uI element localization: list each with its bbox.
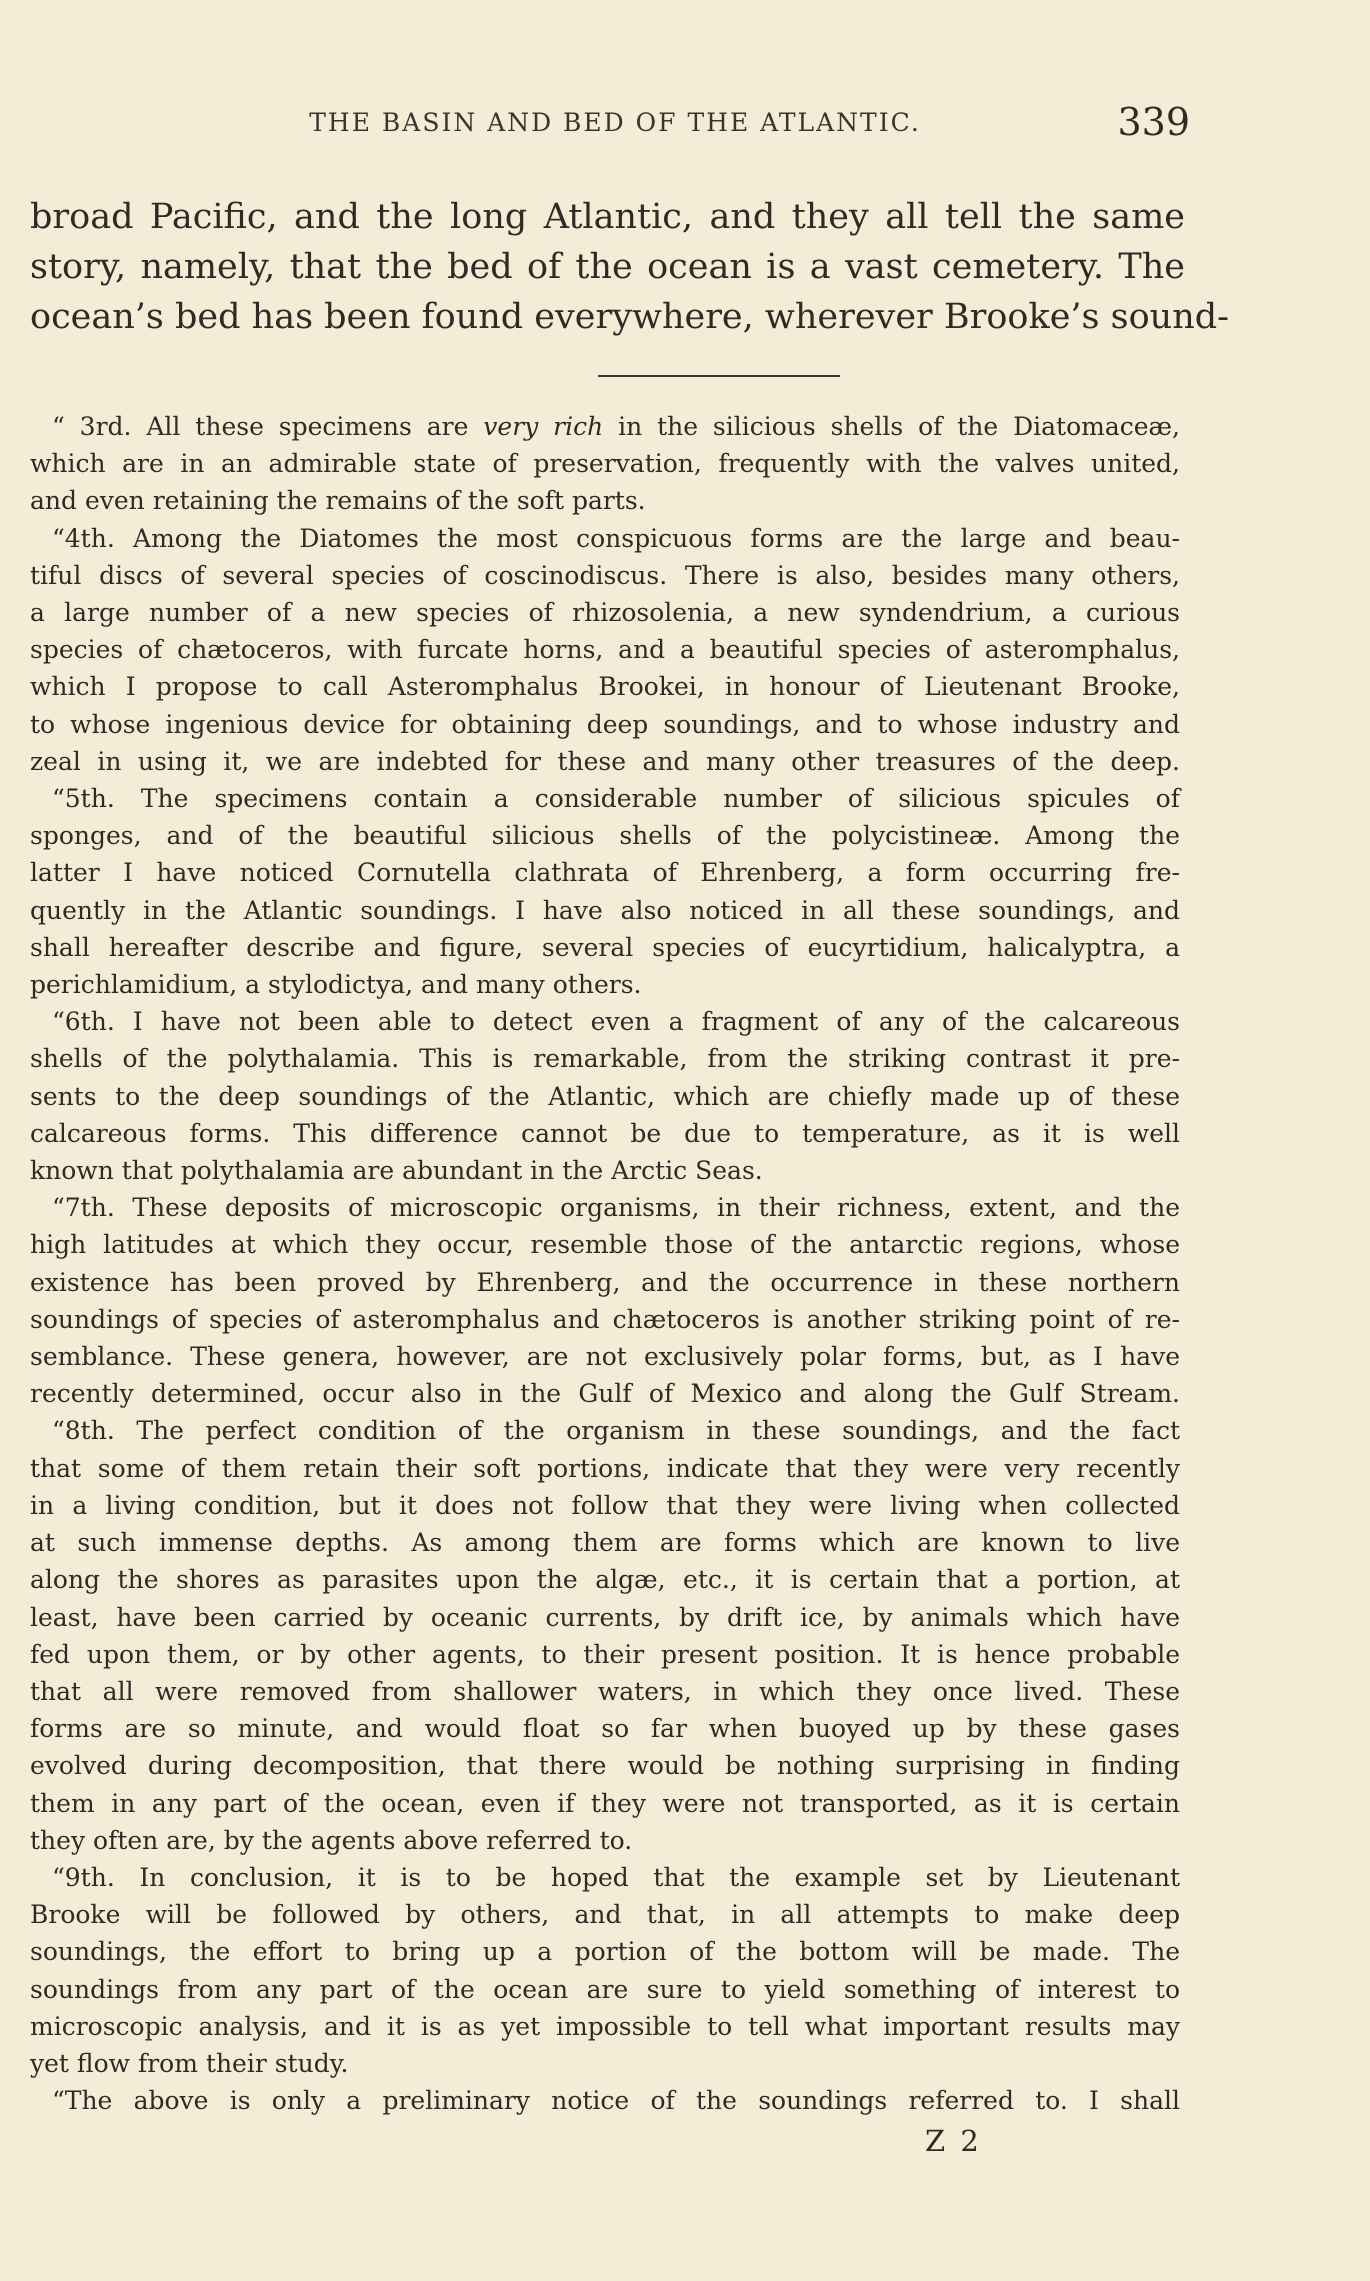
footnote-line: fed upon them, or by other agents, to their present position. It is hence probable xyxy=(30,1639,1180,1669)
footnote-line: “7th. These deposits of microscopic organisms, in their richness, extent, and the xyxy=(52,1193,1180,1223)
footnote-line: shall hereafter describe and figure, several species of eucyrtidium, halicalyptra, a xyxy=(30,932,1180,962)
footnote-line: latter I have noticed Cornutella clathrata of Ehrenberg, a form occurring fre- xyxy=(30,858,1180,888)
footnote-line: yet flow from their study. xyxy=(30,2048,349,2078)
footnote-line: zeal in using it, we are indebted for these and many other treasures of the deep. xyxy=(30,746,1180,776)
footnote-line: quently in the Atlantic soundings. I have also noticed in all these soundings, and xyxy=(30,895,1180,925)
footnote-line: shells of the polythalamia. This is remarkable, from the striking contrast it pre- xyxy=(30,1044,1180,1074)
footnote-line: perichlamidium, a stylodictya, and many others. xyxy=(30,970,642,1000)
footnote-line: existence has been proved by Ehrenberg, and the occurrence in these northern xyxy=(30,1267,1180,1297)
footnote-line: to whose ingenious device for obtaining deep soundings, and to whose industry and xyxy=(30,709,1180,739)
footnote-line: that some of them retain their soft portions, indicate that they were very recently xyxy=(30,1453,1180,1483)
footnote-line: microscopic analysis, and it is as yet impossible to tell what important results may xyxy=(30,2011,1180,2041)
running-title: THE BASIN AND BED OF THE ATLANTIC. xyxy=(309,108,921,137)
footnote-line: forms are so minute, and would float so far when buoyed up by these gases xyxy=(30,1714,1180,1744)
footnote-line: them in any part of the ocean, even if they were not transported, as it is certain xyxy=(30,1788,1180,1818)
footnote-line: recently determined, occur also in the Gulf of Mexico and along the Gulf Stream. xyxy=(30,1379,1180,1409)
footnote-line: soundings, the effort to bring up a portion of the bottom will be made. The xyxy=(30,1937,1180,1967)
footnote-line: “8th. The perfect condition of the organism in these soundings, and the fact xyxy=(52,1416,1180,1446)
body-line: broad Pacific, and the long Atlantic, and they all tell the same xyxy=(30,197,1185,237)
footnote-line: “6th. I have not been able to detect even a fragment of any of the calcareous xyxy=(52,1007,1180,1037)
footnote-line: along the shores as parasites upon the algæ, etc., it is certain that a portion, at xyxy=(30,1565,1180,1595)
footnote-line: which I propose to call Asteromphalus Brookei, in honour of Lieutenant Brooke, xyxy=(30,672,1180,702)
footnote-line: species of chætoceros, with furcate horns, and a beautiful species of asteromphalus, xyxy=(30,635,1180,665)
footnote-line: which are in an admirable state of preservation, frequently with the valves united, xyxy=(30,449,1180,479)
footnote-line: Brooke will be followed by others, and that, in all attempts to make deep xyxy=(30,1900,1180,1930)
footnote xyxy=(30,408,1180,2119)
footnote-line: high latitudes at which they occur, resemble those of the antarctic regions, whose xyxy=(30,1230,1180,1260)
body-line: ocean’s bed has been found everywhere, wherever Brooke’s sound- xyxy=(30,297,1229,337)
footnote-line: least, have been carried by oceanic currents, by drift ice, by animals which have xyxy=(30,1602,1180,1632)
emphasis-text: very rich xyxy=(483,412,604,441)
footnote-line: they often are, by the agents above referred to. xyxy=(30,1825,633,1855)
page-number: 339 xyxy=(1117,100,1190,144)
footnote-text: “ 3rd. All these specimens are xyxy=(52,412,484,441)
footnote-divider xyxy=(598,375,840,377)
footnote-line: evolved during decomposition, that there would be nothing surprising in finding xyxy=(30,1751,1180,1781)
signature-mark: Z 2 xyxy=(925,2124,982,2158)
footnote-line: soundings from any part of the ocean are sure to yield something of interest to xyxy=(30,1974,1180,2004)
footnote-line: known that polythalamia are abundant in the Arctic Seas. xyxy=(30,1156,763,1186)
footnote-line: “9th. In conclusion, it is to be hoped that the example set by Lieutenant xyxy=(52,1862,1180,1892)
body-line: story, namely, that the bed of the ocean is a vast cemetery. The xyxy=(30,247,1185,287)
footnote-line: and even retaining the remains of the soft parts. xyxy=(30,486,646,516)
footnote-text: in the silicious shells of the Diatomaceæ, xyxy=(603,412,1180,441)
footnote-line: sponges, and of the beautiful silicious shells of the polycistineæ. Among the xyxy=(30,821,1180,851)
footnote-line: in a living condition, but it does not follow that they were living when collected xyxy=(30,1490,1180,1520)
footnote-line: sents to the deep soundings of the Atlantic, which are chiefly made up of these xyxy=(30,1081,1180,1111)
body-text xyxy=(30,192,1229,342)
footnote-line: calcareous forms. This difference cannot be due to temperature, as it is well xyxy=(30,1118,1180,1148)
footnote-line: semblance. These genera, however, are not exclusively polar forms, but, as I have xyxy=(30,1342,1180,1372)
footnote-line: “5th. The specimens contain a considerable number of silicious spicules of xyxy=(52,784,1180,814)
footnote-line: that all were removed from shallower waters, in which they once lived. These xyxy=(30,1676,1180,1706)
footnote-line xyxy=(30,408,1180,445)
footnote-line: tiful discs of several species of coscinodiscus. There is also, besides many others, xyxy=(30,560,1180,590)
footnote-line: soundings of species of asteromphalus and chætoceros is another striking point of re- xyxy=(30,1304,1180,1334)
footnote-line: “4th. Among the Diatomes the most conspicuous forms are the large and beau- xyxy=(52,523,1180,553)
footnote-line: a large number of a new species of rhizosolenia, a new syndendrium, a curious xyxy=(30,598,1180,628)
footnote-line: at such immense depths. As among them are forms which are known to live xyxy=(30,1528,1180,1558)
footnote-line: “The above is only a preliminary notice of the soundings referred to. I shall xyxy=(52,2086,1180,2116)
